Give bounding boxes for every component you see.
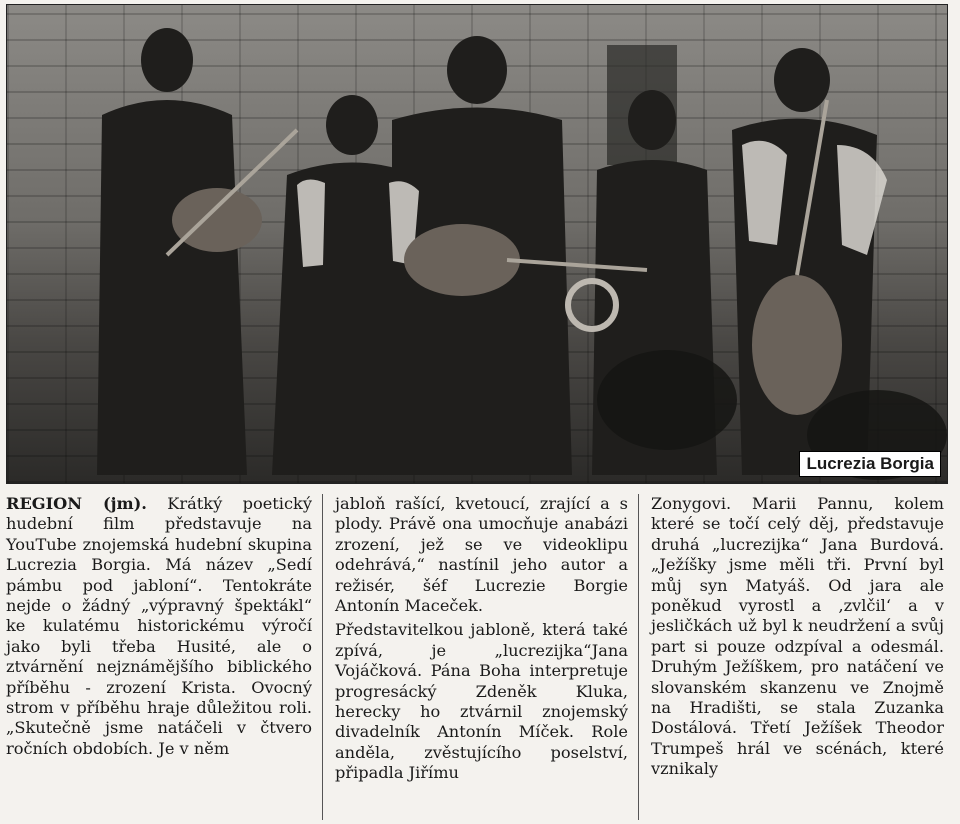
- article-paragraph: jabloň rašící, kvetoucí, zrající a s plody. Právě ona umocňuje anabázi zrození, jež se ve videoklipu odehrává,“ nastínil jeho autor a režisér, šéf Lucrezie Borgie Antonín Maceček.: [335, 494, 628, 616]
- band-photo-figures: [7, 5, 947, 483]
- article-column-3: [638, 494, 954, 820]
- dateline: REGION (jm).: [6, 494, 147, 513]
- paragraph-text: Krátký poetický hudební film představuje na YouTube znojemská hudební skupina Lucrezia Borgia. Má název „Sedí pámbu pod jabloní“. Tentokráte nejde o žádný „výpravný špektákl“ ke kulatému historickému výročí jako byli třeba Husité, ale o ztvárnění nejznámějšího biblického příběhu - zrození Krista. Ovocný strom v příběhu hraje důležitou roli. „Skutečně jsme natáčeli v čtvero ročních obdobích. Je v něm: [6, 494, 312, 758]
- article-column-2: [322, 494, 638, 820]
- band-photo: [6, 4, 948, 484]
- article-body: [6, 494, 954, 820]
- article-paragraph: [6, 494, 312, 759]
- article-column-1: [6, 494, 322, 820]
- article-paragraph: Zonygovi. Marii Pannu, kolem které se točí celý děj, představuje druhá „lucrezijka“ Jana Burdová. „Ježíšky jsme měli tři. První byl můj syn Matyáš. Od jara ale poněkud vyrostl a ‚zvlčil‘ a v jesličkách už byl k neudržení a svůj part si pouze odzpíval a odesmál. Druhým Ježíškem, pro natáčení ve slovanském skanzenu ve Znojmě na Hradišti, se stala Zuzanka Dostálová. Třetí Ježíšek Theodor Trumpeš hrál ve scénách, které vznikaly: [651, 494, 944, 779]
- article-paragraph: Představitelkou jabloně, která také zpívá, je „lucrezijka“Jana Vojáčková. Pána Boha interpretuje progresácký Zdeněk Kluka, herecky ho ztvárnil znojemský divadelník Antonín Míček. Role anděla, zvěstujícího poselství, připadla Jiřímu: [335, 620, 628, 783]
- photo-caption: Lucrezia Borgia: [799, 451, 941, 477]
